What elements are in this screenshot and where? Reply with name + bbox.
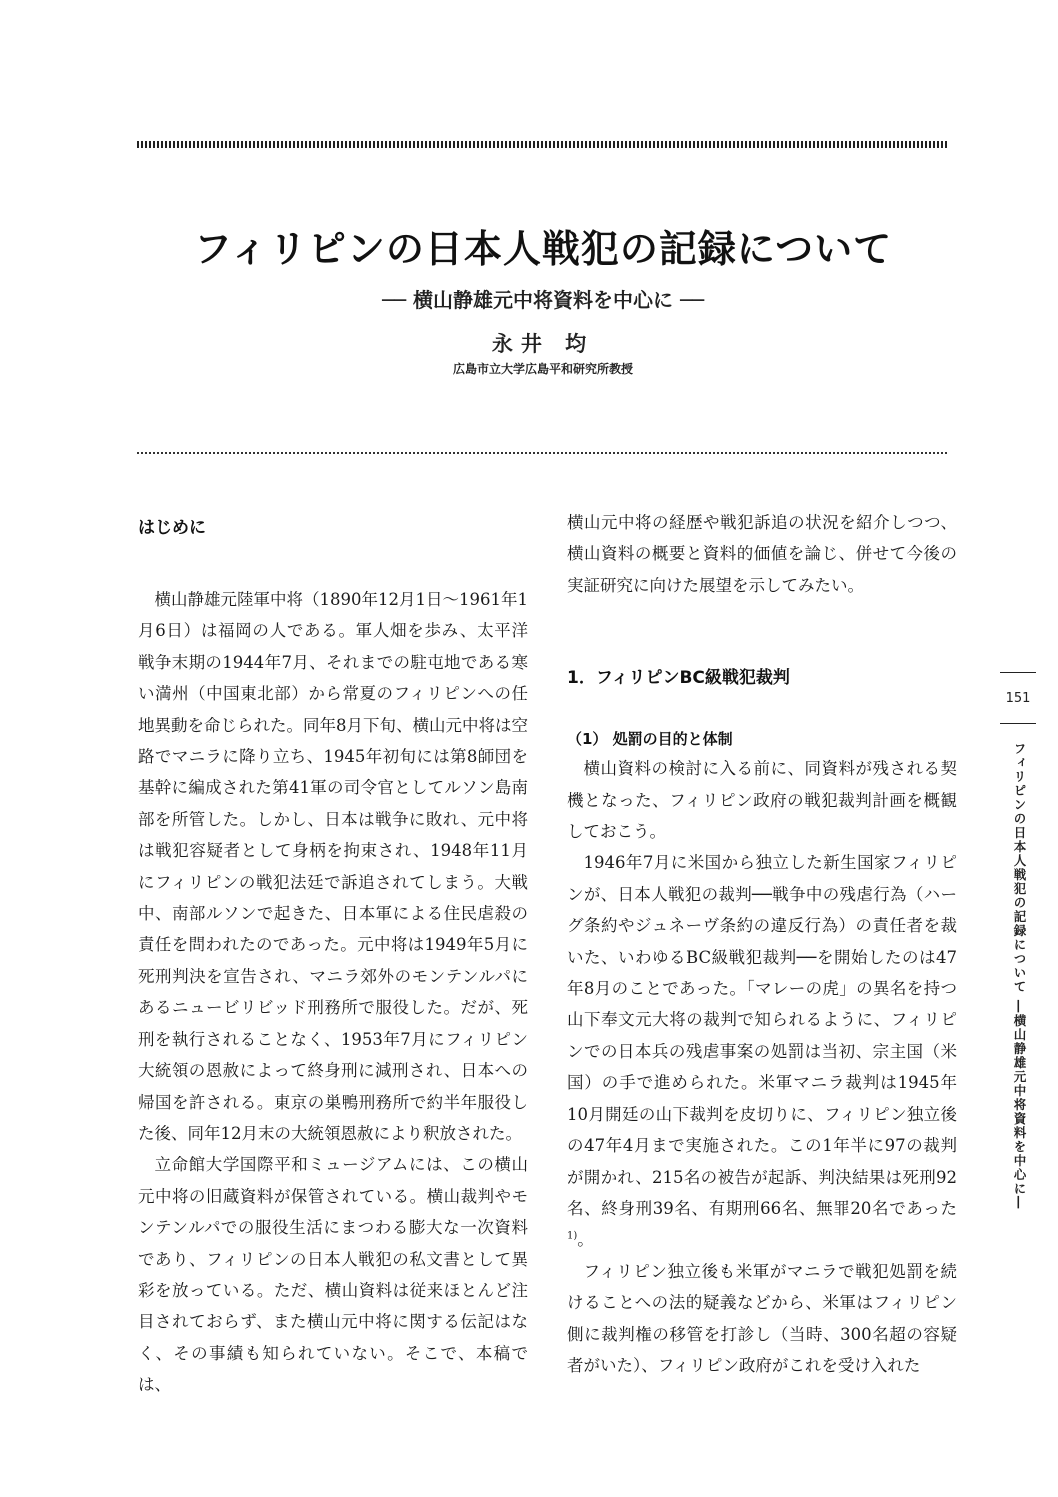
paragraph: [567, 847, 957, 1255]
author-name: 永井 均: [491, 332, 595, 356]
right-column: [567, 513, 957, 1381]
paragraph: 横山資料の検討に入る前に、同資料が残される契機となった、フィリピン政府の戦犯裁判計画を概観しておこう。: [567, 759, 957, 842]
page-number: 151: [1000, 672, 1036, 724]
section-heading-1: 1．フィリピンBC級戦犯裁判: [567, 668, 790, 689]
paragraph: 横山静雄元陸軍中将（1890年12月1日～1961年1月6日）は福岡の人である。軍人畑を歩み、太平洋戦争末期の1944年7月、それまでの駐屯地である寒い満州（中国東北部）から常夏のフィリピンへの任地異動を命じられた。同年8月下旬、横山元中将は空路でマニラに降り立ち、1945年初旬には第8師団を基幹に編成された第41軍の司令官としてルソン島南部を所管した。しかし、日本は戦争に敗れ、元中将は戦犯容疑者として身柄を拘束され、1948年11月にフィリピンの戦犯法廷で訴追されてしまう。大戦中、南部ルソンで起きた、日本軍による住民虐殺の責任を問われたのであった。元中将は1949年5月に死刑判決を宣告され、マニラ郊外のモンテンルパにあるニュービリビッド刑務所で服役した。だが、死刑を執行されることなく、1953年7月にフィリピン大統領の恩赦によって終身刑に減刑され、日本への帰国を許される。東京の巣鴨刑務所で約半年服役した後、同年12月末の大統領恩赦により釈放された。: [138, 590, 528, 1143]
left-column: [138, 513, 528, 1401]
article-title: フィリピンの日本人戦犯の記録について: [193, 227, 893, 271]
header-divider: [137, 452, 949, 454]
author-affiliation: 広島市立大学広島平和研究所教授: [452, 362, 633, 376]
footnote-ref[interactable]: 1): [567, 1230, 578, 1242]
subsection-heading-1-1: （1） 処罰の目的と体制: [567, 730, 733, 749]
paragraph-text: 1946年7月に米国から独立した新生国家フィリピンが、日本人戦犯の裁判──戦争中の残虐行為（ハーグ条約やジュネーヴ条約の違反行為）の責任者を裁いた、いわゆるBC級戦犯裁判──を開始したのは47年8月のことであった。「マレーの虎」の異名を持つ山下奉文元大将の裁判で知られるように、フィリピンでの日本兵の残虐事案の処罰は当初、宗主国（米国）の手で進められた。米軍マニラ裁判は1945年10月開廷の山下裁判を皮切りに、フィリピン独立後の47年4月まで実施された。この1年半に97の裁判が開かれ、215名の被告が起訴、判決結果は死刑92名、終身刑39名、有期刑66名、無罪20名であった: [567, 853, 957, 1218]
top-decorative-rule: [137, 141, 949, 148]
paragraph: 横山元中将の経歴や戦犯訴追の状況を紹介しつつ、横山資料の概要と資料的価値を論じ、併せて今後の実証研究に向けた展望を示してみたい。: [567, 513, 957, 595]
article-subtitle: ── 横山静雄元中将資料を中心に ──: [381, 288, 705, 312]
running-head: フィリピンの日本人戦犯の記録について ―横山静雄元中将資料を中心に―: [1012, 742, 1027, 1210]
section-heading-introduction: はじめに: [138, 518, 206, 538]
paragraph: 立命館大学国際平和ミュージアムには、この横山元中将の旧蔵資料が保管されている。横山裁判やモンテンルパでの服役生活にまつわる膨大な一次資料であり、フィリピンの日本人戦犯の私文書として異彩を放っている。ただ、横山資料は従来ほとんど注目されておらず、また横山元中将に関する伝記はなく、その事績も知られていない。そこで、本稿では、: [138, 1155, 528, 1395]
paragraph: フィリピン独立後も米軍がマニラで戦犯処罰を続けることへの法的疑義などから、米軍はフィリピン側に裁判権の移管を打診し（当時、300名超の容疑者がいた）、フィリピン政府がこれを受け入れた: [567, 1261, 957, 1375]
paragraph-end: 。: [577, 1230, 594, 1250]
